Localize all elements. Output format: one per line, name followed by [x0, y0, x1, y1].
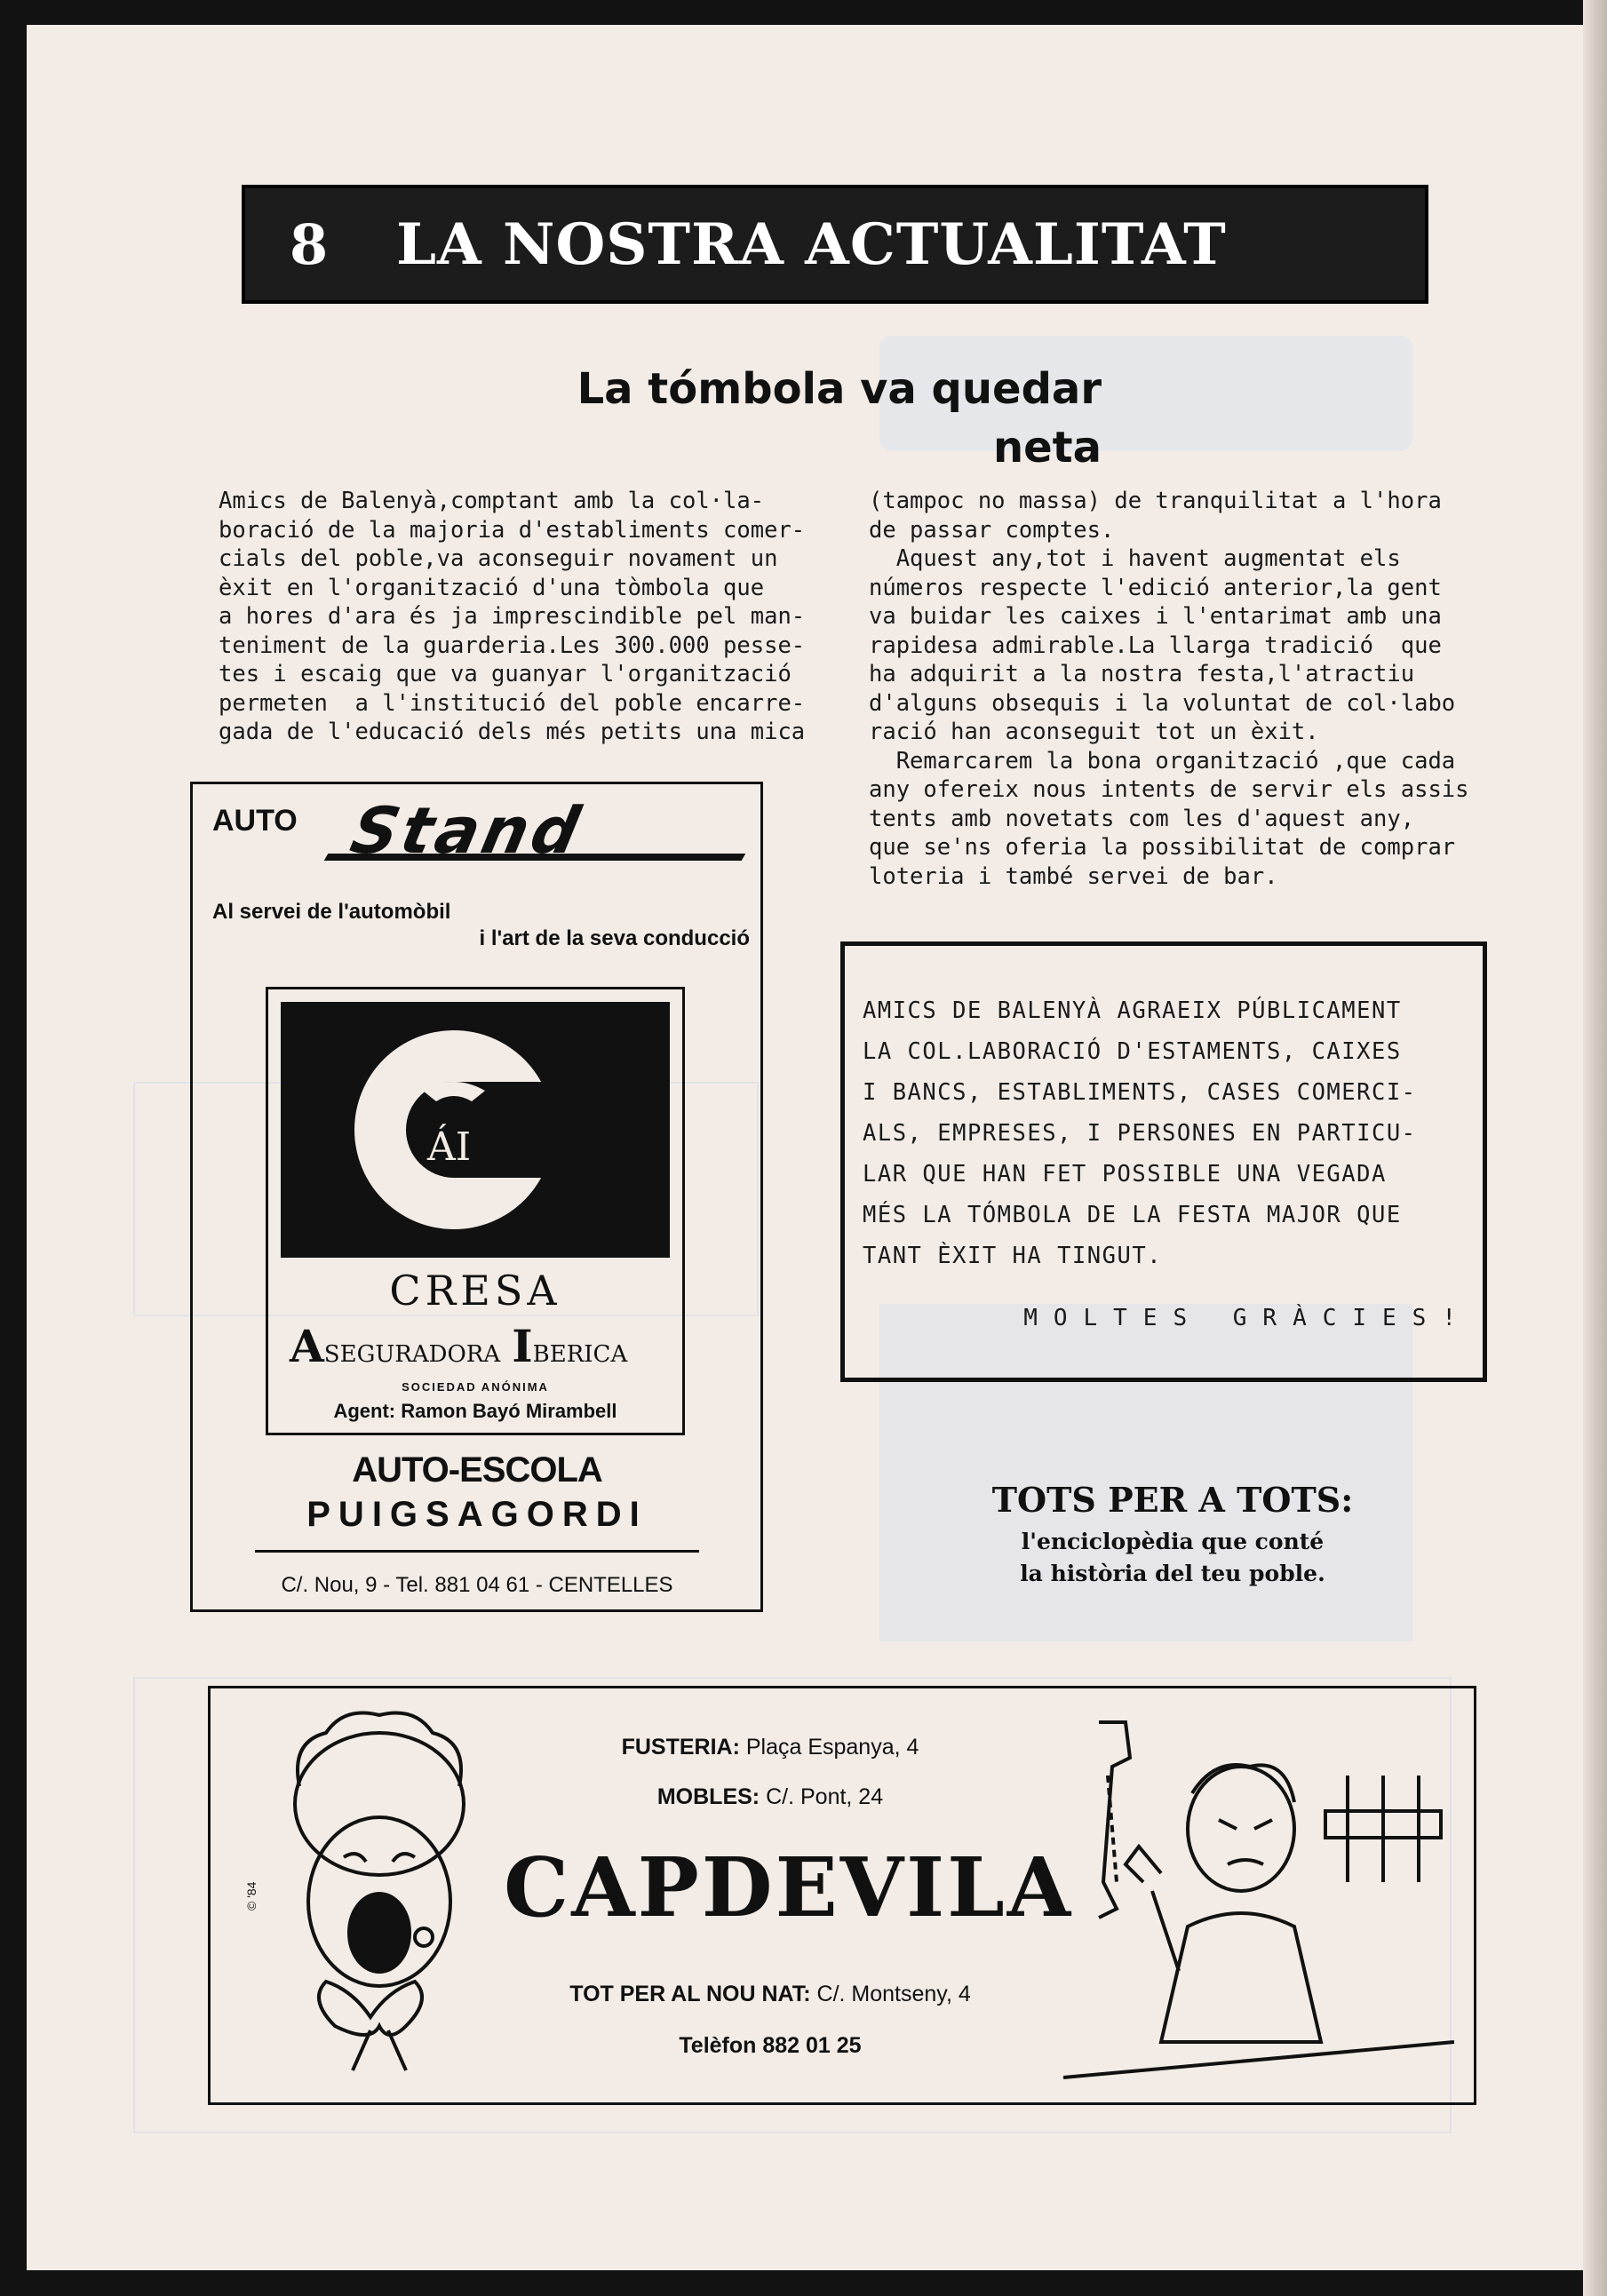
aseguradora-line [290, 1320, 672, 1372]
tots-line-2: la història del teu poble. [1020, 1561, 1325, 1586]
agent-name: Agent: Ramon Bayó Mirambell [333, 1400, 617, 1422]
carpenter-illustration [1063, 1704, 1454, 2095]
insurance-box [266, 987, 685, 1435]
fusteria-address: Plaça Espanya, 4 [745, 1735, 919, 1760]
headline-line-2: neta [992, 423, 1102, 473]
auto-label: AUTO [212, 804, 298, 838]
headline-line-1: La tómbola va quedar [577, 364, 1102, 414]
c-emblem-icon [281, 1002, 670, 1258]
nounat-address: C/. Montseny, 4 [816, 1982, 971, 2006]
iberica-rest: BERICA [532, 1341, 628, 1368]
school-divider [255, 1550, 699, 1553]
artist-signature: © '84 [244, 1881, 259, 1911]
sociedad-label: SOCIEDAD ANÓNIMA [402, 1380, 549, 1394]
tots-subtitle [853, 1526, 1492, 1590]
nounat-label: TOT PER AL NOU NAT: [569, 1982, 811, 2006]
crying-baby-illustration [273, 1706, 486, 2088]
article-headline [497, 360, 1102, 477]
aseguradora-rest: SEGURADORA [323, 1341, 501, 1368]
thanks-signoff: MOLTES GRÀCIES! [1023, 1305, 1472, 1331]
ad-tagline-2: i l'art de la seva conducció [479, 926, 750, 950]
nounat-line [504, 1982, 1037, 2007]
mobles-line [504, 1784, 1037, 1810]
ad-capdevila [208, 1686, 1476, 2105]
page-number: 8 [290, 211, 329, 277]
fusteria-line [504, 1735, 1037, 1760]
school-name: AUTO-ESCOLA [352, 1450, 602, 1490]
article-column-1: Amics de Balenyà,comptant amb la col·la- boració de la majoria d'establiments comer- cials del poble,va aconseguir novament un èxit en l'organització d'una tòmbola que a hores d'ara és ja imprescindible pel man- teniment de la guarderia.Les 300.000 pesse- tes i escaig que va guanyar l'organització permeten a l'institució del poble encarre- gada de l'educació dels més petits una mica [219, 488, 806, 745]
emblem-letters: ÁI [427, 1124, 472, 1170]
tots-line-1: l'enciclopèdia que conté [1021, 1529, 1325, 1554]
aseguradora-initial: A [290, 1320, 324, 1372]
stand-logo-text: Stand [345, 793, 590, 868]
thanks-notice [840, 941, 1487, 1382]
stand-logo [326, 793, 744, 868]
capdevila-phone: Telèfon 882 01 25 [679, 2033, 862, 2058]
tots-title: TOTS PER A TOTS: [991, 1480, 1354, 1520]
ad-tagline-1: Al servei de l'automòbil [212, 900, 451, 924]
ad-auto-stand [190, 782, 763, 1612]
article-column-2: (tampoc no massa) de tranquilitat a l'hora de passar comptes. Aquest any,tot i havent augmentat els números respecte l'edició anterior,la gent va buidar les caixes i l'entarimat amb una rapidesa admirable.La llarga tradició que ha adquirit a la nostra festa,l'atractiu d'alguns obsequis i la voluntat de col·labo ració han aconseguit tot un èxit. Remarcarem la bona organització ,que cada any ofereix nous intents de servir els assis tents amb novetats com les d'aquest any, que se'ns oferia la possibilitat de comprar loteria i també servei de bar. [869, 488, 1469, 890]
school-surname: PUIGSAGORDI [306, 1495, 648, 1534]
page-spine-shadow [1583, 0, 1607, 2296]
section-header [242, 185, 1428, 304]
mobles-address: C/. Pont, 24 [766, 1784, 884, 1809]
fusteria-label: FUSTERIA: [621, 1735, 740, 1760]
capdevila-name: CAPDEVILA [504, 1839, 1074, 1935]
section-title: LA NOSTRA ACTUALITAT [396, 211, 1227, 278]
school-address: C/. Nou, 9 - Tel. 881 04 61 - CENTELLES [281, 1573, 673, 1597]
cresa-emblem [281, 1002, 670, 1258]
iberica-initial: I [512, 1320, 533, 1372]
mobles-label: MOBLES: [656, 1784, 760, 1809]
cresa-name: CRESA [389, 1267, 561, 1315]
thanks-text: AMICS DE BALENYÀ AGRAEIX PÚBLICAMENT LA COL.LABORACIÓ D'ESTAMENTS, CAIXES I BANCS, ESTABLIMENTS, CASES COMERCI- ALS, EMPRESES, I PERSONES EN PARTICU- LAR QUE HAN FET POSSIBLE UNA VEGADA MÉS LA TÓMBOLA DE LA FESTA MAJOR QUE TANT ÈXIT HA TINGUT. [863, 997, 1417, 1269]
